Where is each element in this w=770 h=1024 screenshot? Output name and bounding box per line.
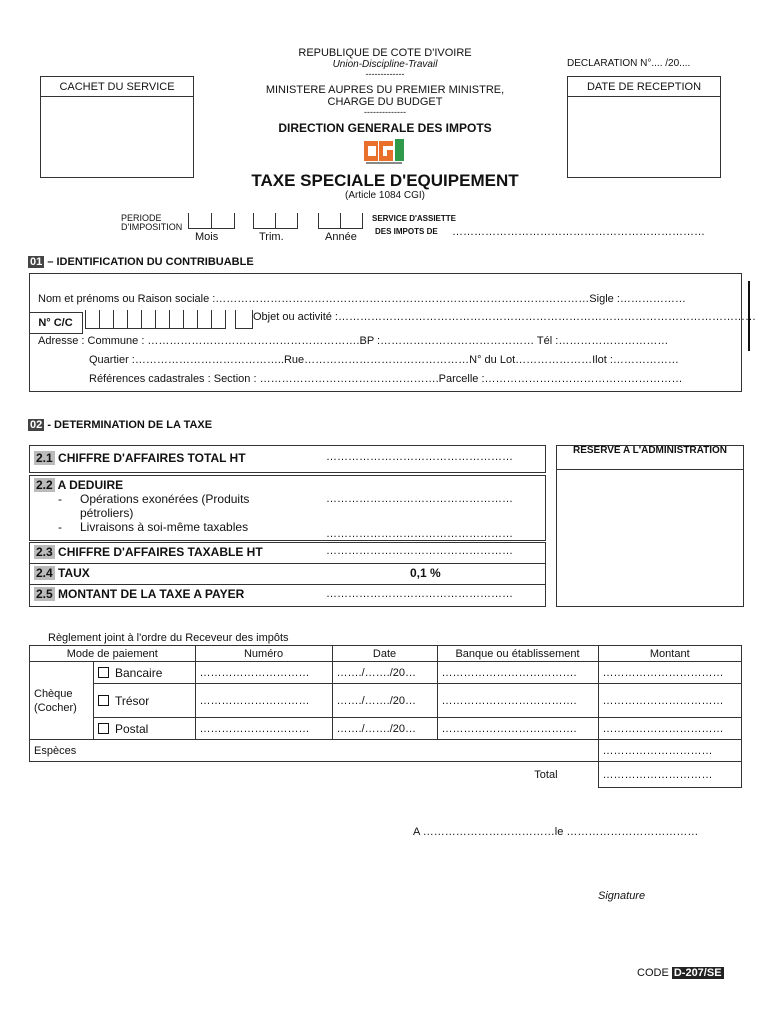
header-mode: Mode de paiement — [30, 646, 196, 662]
cheque-label: Chèque (Cocher) — [30, 662, 94, 740]
reserve-divider — [556, 469, 744, 470]
date-field[interactable]: ……./……./20… — [332, 718, 437, 740]
reception-box — [567, 76, 721, 178]
row-2-2-value-2[interactable]: …………………………………………… — [326, 528, 513, 540]
checkbox-icon[interactable] — [98, 723, 109, 734]
row-2-4-value: 0,1 % — [410, 566, 441, 580]
banque-field[interactable]: ………………………………. — [437, 718, 598, 740]
montant-field[interactable]: …………………………… — [598, 662, 741, 684]
mois-input[interactable] — [188, 213, 235, 229]
objet-field[interactable]: Objet ou activité :…………………………………………………………………………………………………… — [253, 311, 756, 323]
row-num: 2.4 — [36, 566, 53, 580]
date-field[interactable]: ……./……./20… — [332, 662, 437, 684]
payment-caption: Règlement joint à l'ordre du Receveur des impôts — [48, 632, 289, 644]
service-label-1: SERVICE D'ASSIETTE — [372, 214, 456, 223]
section-1-label: – IDENTIFICATION DU CONTRIBUABLE — [47, 256, 254, 268]
form-code — [637, 967, 724, 979]
banque-field[interactable]: ………………………………. — [437, 684, 598, 718]
row-num: 2.2 — [36, 478, 53, 492]
row-label: CHIFFRE D'AFFAIRES TOTAL HT — [58, 451, 246, 465]
row-2-2-value-1[interactable]: …………………………………………… — [326, 493, 513, 505]
option-bancaire[interactable] — [94, 662, 196, 684]
ncc-input[interactable] — [85, 310, 253, 330]
header-numero: Numéro — [195, 646, 332, 662]
row-2-2-sub1: - Opérations exonérées (Produits pétroliers) — [58, 492, 273, 520]
signature-label: Signature — [598, 890, 646, 902]
sub-label: Livraisons à soi-même taxables — [80, 520, 249, 534]
row-num: 2.3 — [36, 545, 53, 559]
republic-title: REPUBLIQUE DE COTE D'IVOIRE — [298, 47, 472, 59]
header-montant: Montant — [598, 646, 741, 662]
header-date: Date — [332, 646, 437, 662]
option-label: Postal — [115, 721, 149, 736]
montant-field[interactable]: …………………………… — [598, 718, 741, 740]
reception-label: DATE DE RECEPTION — [568, 81, 720, 97]
references-field[interactable]: Références cadastrales : Section : ………………………………………….Parcelle :……………………………………………… — [89, 373, 683, 385]
separator: ------------- — [365, 69, 405, 79]
reserve-label: RESERVE A L'ADMINISTRATION — [572, 445, 728, 456]
row-2-5-value[interactable]: …………………………………………… — [326, 588, 513, 600]
adresse-field[interactable]: Adresse : Commune : ………………………………………………….BP :…………………………………… Tél :………………………… — [38, 335, 669, 347]
option-label: Bancaire — [115, 665, 163, 680]
payment-table — [29, 645, 742, 788]
periode-label-1: PERIODE — [121, 213, 162, 223]
sub-label: Opérations exonérées (Produits pétroliers) — [80, 492, 250, 520]
row-2-4 — [29, 563, 546, 585]
cachet-label: CACHET DU SERVICE — [41, 81, 193, 97]
numero-field[interactable]: ………………………… — [195, 662, 332, 684]
cachet-box — [40, 76, 194, 178]
trim-input[interactable] — [253, 213, 298, 232]
nom-field[interactable]: Nom et prénoms ou Raison sociale :…………………………………………………………………………………………Sigle :……………… — [38, 293, 686, 305]
row-label: TAUX — [58, 566, 90, 580]
declaration-number: DECLARATION N°.... /20.... — [567, 58, 691, 69]
montant-field[interactable]: …………………………… — [598, 684, 741, 718]
banque-field[interactable]: ………………………………. — [437, 662, 598, 684]
section-2-label: - DETERMINATION DE LA TAXE — [47, 419, 213, 431]
checkbox-icon[interactable] — [98, 695, 109, 706]
especes-label: Espèces — [30, 740, 599, 762]
periode-label — [121, 214, 182, 232]
direction: DIRECTION GENERALE DES IMPOTS — [278, 121, 492, 135]
ministry: MINISTERE AUPRES DU PREMIER MINISTRE, — [265, 84, 505, 96]
row-num: 2.1 — [36, 451, 53, 465]
separator: -------------- — [364, 107, 406, 117]
row-label: A DEDUIRE — [57, 478, 124, 492]
ministry-2: CHARGE DU BUDGET — [327, 96, 443, 108]
service-field[interactable]: …………………………………………………………… — [452, 226, 705, 238]
row-label: MONTANT DE LA TAXE A PAYER — [58, 587, 245, 601]
section-2-title — [28, 419, 212, 431]
checkbox-icon[interactable] — [98, 667, 109, 678]
periode-label-2: D'IMPOSITION — [121, 222, 183, 232]
numero-field[interactable]: ………………………… — [195, 684, 332, 718]
section-1-number: 01 — [30, 256, 43, 268]
row-2-2-label — [34, 478, 123, 492]
article-ref: (Article 1084 CGI) — [344, 190, 426, 201]
total-field[interactable]: ………………………… — [598, 762, 741, 788]
row-2-2-sub2: - Livraisons à soi-même taxables — [58, 520, 249, 534]
form-title: TAXE SPECIALE D'EQUIPEMENT — [251, 171, 519, 190]
motto: Union-Discipline-Travail — [332, 59, 438, 70]
row-2-1-label — [34, 451, 246, 465]
quartier-field[interactable]: Quartier :…………………………………..Rue………………………………………N° du Lot…………………Ilot :……………… — [89, 354, 679, 366]
code-label: CODE — [637, 967, 669, 979]
trim-label: Trim. — [259, 231, 284, 243]
section-1-title — [28, 256, 254, 268]
service-label-2: DES IMPOTS DE — [375, 227, 438, 236]
row-2-4-label — [34, 566, 90, 580]
row-2-5-label — [34, 587, 244, 601]
place-date-field[interactable]: A ………………………………le ……………………………… — [413, 826, 699, 838]
section-2-number: 02 — [30, 419, 43, 431]
dgi-logo-icon — [364, 139, 406, 165]
code-value: D-207/SE — [673, 967, 722, 979]
especes-field[interactable]: ………………………… — [598, 740, 741, 762]
option-tresor[interactable] — [94, 684, 196, 718]
annee-input[interactable] — [318, 213, 363, 232]
date-field[interactable]: ……./……./20… — [332, 684, 437, 718]
option-label: Trésor — [115, 693, 150, 708]
total-label: Total — [534, 768, 558, 781]
row-2-1-value[interactable]: …………………………………………… — [326, 451, 513, 463]
row-label: CHIFFRE D'AFFAIRES TAXABLE HT — [58, 545, 263, 559]
numero-field[interactable]: ………………………… — [195, 718, 332, 740]
option-postal[interactable] — [94, 718, 196, 740]
header-banque: Banque ou établissement — [437, 646, 598, 662]
row-2-3-value[interactable]: …………………………………………… — [326, 545, 513, 557]
row-2-3-label — [34, 545, 263, 559]
ncc-label: N° C/C — [29, 312, 83, 334]
row-num: 2.5 — [36, 587, 53, 601]
annee-label: Année — [325, 231, 357, 243]
mois-label: Mois — [195, 231, 219, 243]
